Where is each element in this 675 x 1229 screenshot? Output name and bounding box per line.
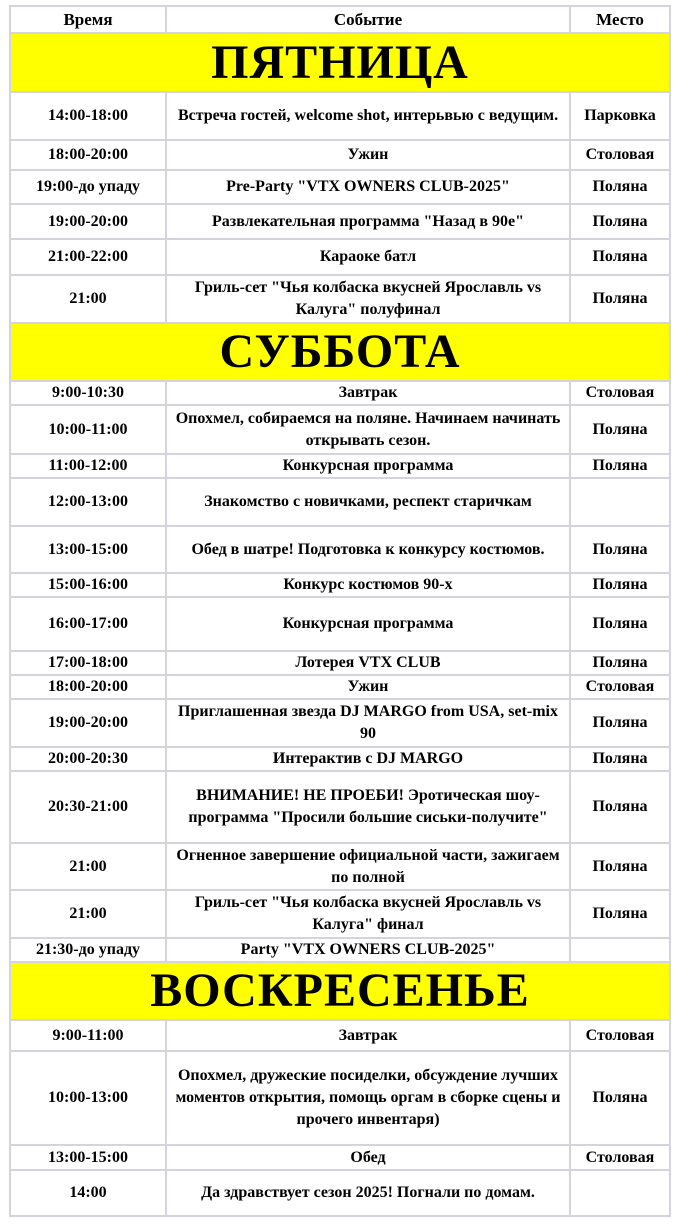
place-cell: Поляна xyxy=(570,454,670,478)
day-title: СУББОТА xyxy=(10,323,670,381)
event-cell: Завтрак xyxy=(166,1020,570,1051)
place-cell: Поляна xyxy=(570,526,670,573)
time-cell: 15:00-16:00 xyxy=(10,573,166,597)
table-row xyxy=(10,170,670,204)
event-cell: Конкурс костюмов 90-х xyxy=(166,573,570,597)
event-cell: Опохмел, дружеские посиделки, обсуждение лучших моментов открытия, помощь оргам в сборке сцены и прочего инвентаря) xyxy=(166,1051,570,1145)
time-cell: 21:00 xyxy=(10,890,166,938)
time-cell: 21:00 xyxy=(10,275,166,323)
event-cell: Гриль-сет "Чья колбаска вкусней Ярославль vs Калуга" финал xyxy=(166,890,570,938)
time-cell: 13:00-15:00 xyxy=(10,526,166,573)
table-row xyxy=(10,890,670,938)
event-cell: Ужин xyxy=(166,675,570,699)
event-cell: Встреча гостей, welcome shot, интерьвью с ведущим. xyxy=(166,92,570,140)
time-cell: 19:00-20:00 xyxy=(10,204,166,239)
event-cell: Приглашенная звезда DJ MARGO from USA, set-mix 90 xyxy=(166,699,570,747)
place-cell: Поляна xyxy=(570,275,670,323)
time-cell: 21:00-22:00 xyxy=(10,239,166,275)
time-cell: 9:00-11:00 xyxy=(10,1020,166,1051)
event-cell: Обед в шатре! Подготовка к конкурсу костюмов. xyxy=(166,526,570,573)
time-cell: 13:00-15:00 xyxy=(10,1145,166,1170)
day-row-saturday xyxy=(10,323,670,381)
time-cell: 14:00 xyxy=(10,1170,166,1216)
header-row xyxy=(10,6,670,33)
event-header: Событие xyxy=(166,6,570,33)
place-header: Место xyxy=(570,6,670,33)
time-cell: 12:00-13:00 xyxy=(10,478,166,526)
day-row-friday xyxy=(10,33,670,92)
event-cell: Огненное завершение официальной части, зажигаем по полной xyxy=(166,843,570,890)
table-row xyxy=(10,526,670,573)
event-cell: ВНИМАНИЕ! НЕ ПРОЕБИ! Эротическая шоу-программа "Просили большие сиськи-получите" xyxy=(166,771,570,843)
table-row xyxy=(10,747,670,771)
table-row xyxy=(10,573,670,597)
table-row xyxy=(10,92,670,140)
time-cell: 20:30-21:00 xyxy=(10,771,166,843)
place-cell: Поляна xyxy=(570,747,670,771)
place-cell: Поляна xyxy=(570,573,670,597)
table-row xyxy=(10,938,670,962)
time-cell: 16:00-17:00 xyxy=(10,597,166,651)
time-cell: 11:00-12:00 xyxy=(10,454,166,478)
time-cell: 17:00-18:00 xyxy=(10,651,166,675)
table-row xyxy=(10,140,670,170)
place-cell: Поляна xyxy=(570,204,670,239)
table-row xyxy=(10,275,670,323)
place-cell: Поляна xyxy=(570,771,670,843)
table-row xyxy=(10,699,670,747)
time-cell: 9:00-10:30 xyxy=(10,381,166,405)
event-cell: Pre-Party "VTX OWNERS CLUB-2025" xyxy=(166,170,570,204)
event-cell: Знакомство с новичками, респект старичкам xyxy=(166,478,570,526)
place-cell: Поляна xyxy=(570,1051,670,1145)
table-row xyxy=(10,1020,670,1051)
table-row xyxy=(10,478,670,526)
place-cell: Поляна xyxy=(570,651,670,675)
place-cell: Поляна xyxy=(570,170,670,204)
schedule-table xyxy=(9,5,671,1217)
event-cell: Ужин xyxy=(166,140,570,170)
table-row xyxy=(10,239,670,275)
event-cell: Гриль-сет "Чья колбаска вкусней Ярославль vs Калуга" полуфинал xyxy=(166,275,570,323)
place-cell: Поляна xyxy=(570,597,670,651)
place-cell: Поляна xyxy=(570,239,670,275)
event-cell: Да здравствует сезон 2025! Погнали по домам. xyxy=(166,1170,570,1216)
table-row xyxy=(10,454,670,478)
event-cell: Интерактив с DJ MARGO xyxy=(166,747,570,771)
time-cell: 10:00-11:00 xyxy=(10,405,166,454)
event-cell: Обед xyxy=(166,1145,570,1170)
time-cell: 18:00-20:00 xyxy=(10,675,166,699)
place-cell: Поляна xyxy=(570,405,670,454)
event-cell: Конкурсная программа xyxy=(166,597,570,651)
table-row xyxy=(10,675,670,699)
table-row xyxy=(10,405,670,454)
table-row xyxy=(10,771,670,843)
time-cell: 10:00-13:00 xyxy=(10,1051,166,1145)
table-row xyxy=(10,1145,670,1170)
place-cell xyxy=(570,938,670,962)
event-cell: Развлекательная программа "Назад в 90е" xyxy=(166,204,570,239)
place-cell: Поляна xyxy=(570,843,670,890)
place-cell: Столовая xyxy=(570,675,670,699)
table-row xyxy=(10,843,670,890)
table-row xyxy=(10,651,670,675)
event-cell: Лотерея VTX CLUB xyxy=(166,651,570,675)
table-row xyxy=(10,204,670,239)
time-cell: 18:00-20:00 xyxy=(10,140,166,170)
table-row xyxy=(10,1170,670,1216)
event-cell: Завтрак xyxy=(166,381,570,405)
time-cell: 20:00-20:30 xyxy=(10,747,166,771)
place-cell: Парковка xyxy=(570,92,670,140)
place-cell: Столовая xyxy=(570,140,670,170)
time-cell: 14:00-18:00 xyxy=(10,92,166,140)
event-cell: Караоке батл xyxy=(166,239,570,275)
event-cell: Конкурсная программа xyxy=(166,454,570,478)
place-cell: Столовая xyxy=(570,1020,670,1051)
time-cell: 21:30-до упаду xyxy=(10,938,166,962)
table-row xyxy=(10,1051,670,1145)
event-cell: Party "VTX OWNERS CLUB-2025" xyxy=(166,938,570,962)
event-cell: Опохмел, собираемся на поляне. Начинаем начинать открывать сезон. xyxy=(166,405,570,454)
day-title: ПЯТНИЦА xyxy=(10,33,670,92)
table-row xyxy=(10,381,670,405)
place-cell: Поляна xyxy=(570,699,670,747)
time-cell: 19:00-20:00 xyxy=(10,699,166,747)
place-cell: Столовая xyxy=(570,1145,670,1170)
place-cell: Поляна xyxy=(570,890,670,938)
time-header: Время xyxy=(10,6,166,33)
place-cell: Столовая xyxy=(570,381,670,405)
place-cell xyxy=(570,478,670,526)
place-cell xyxy=(570,1170,670,1216)
day-row-sunday xyxy=(10,962,670,1020)
day-title: ВОСКРЕСЕНЬЕ xyxy=(10,962,670,1020)
time-cell: 19:00-до упаду xyxy=(10,170,166,204)
table-row xyxy=(10,597,670,651)
time-cell: 21:00 xyxy=(10,843,166,890)
